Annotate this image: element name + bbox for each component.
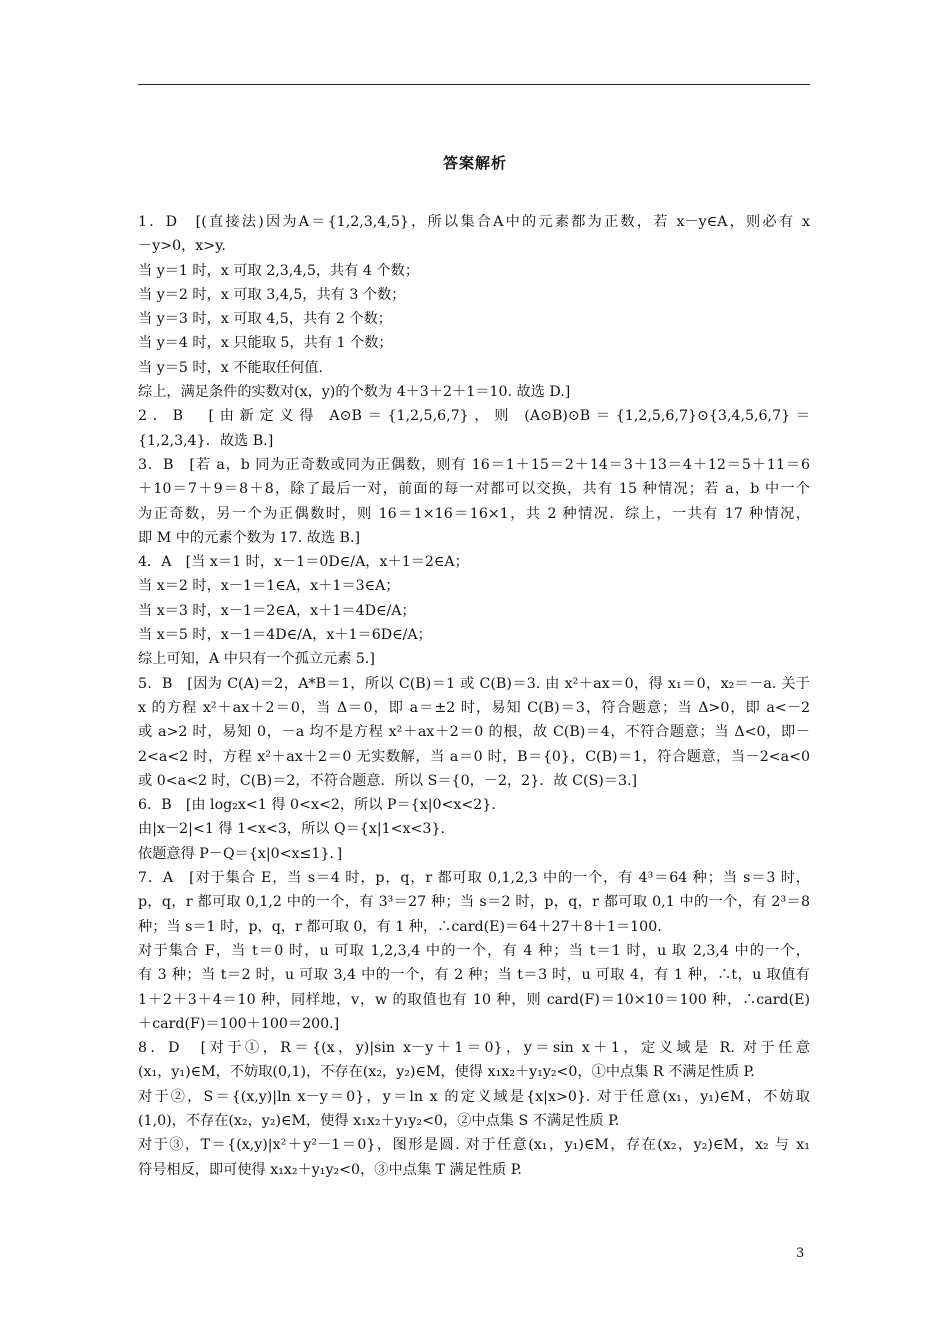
text-line: 由|x－2|<1 得 1<x<3，所以 Q＝{x|1<x<3}.	[138, 821, 445, 838]
text-line: 当 y＝2 时，x 可取 3,4,5，共有 3 个数；	[138, 286, 406, 303]
text-line: 对于集合 F，当 t＝0 时，u 可取 1,2,3,4 中的一个，有 4 种；当 t＝1 时，u 取 2,3,4 中的一个，	[138, 942, 810, 959]
text-line: 3．B [若 a，b 同为正奇数或同为正偶数，则有 16＝1＋15＝2＋14＝3＋13＝4＋12＝5＋11＝6	[138, 456, 810, 473]
text-line: 2．B [由新定义得 A⊙B＝{1,2,5,6,7}，则 (A⊙B)⊙B＝{1,2,5,6,7}⊙{3,4,5,6,7}＝	[138, 408, 810, 425]
header-rule	[138, 84, 810, 85]
text-line: 4．A [当 x＝1 时，x－1＝0D∈/A，x＋1＝2∈A；	[138, 554, 469, 571]
text-line: ＋card(F)＝100＋100＝200.]	[138, 1015, 340, 1032]
text-line: 7．A [对于集合 E，当 s＝4 时，p，q，r 都可取 0,1,2,3 中的一个，有 4³＝64 种；当 s＝3 时，	[138, 870, 810, 887]
text-line: (x₁，y₁)∈M，不妨取(0,1)，不存在(x₂，y₂)∈M，使得 x₁x₂＋y₁y₂<0，①中点集 R 不满足性质 P.	[138, 1064, 755, 1081]
text-line: 或 a>2 时，易知 0，－a 均不是方程 x²＋ax＋2＝0 的根，故 C(B)＝4，不符合题意；当 Δ<0，即－	[138, 724, 810, 741]
text-line: 为正奇数，另一个为正偶数时，则 16＝1×16＝16×1，共 2 种情况．综上，一共有 17 种情况，	[138, 505, 810, 522]
text-line: x 的方程 x²＋ax＋2＝0，当 Δ＝0，即 a＝±2 时，易知 C(B)＝3，符合题意；当 Δ>0，即 a<－2	[138, 699, 810, 716]
page-number: 3	[796, 1246, 805, 1261]
text-line: 当 x＝3 时，x－1＝2∈A，x＋1＝4D∈/A；	[138, 602, 416, 619]
text-line: 2<a<2 时，方程 x²＋ax＋2＝0 无实数解，当 a＝0 时，B＝{0}，C(B)＝1，符合题意，当－2<a<0	[138, 748, 810, 765]
answer-body	[138, 210, 810, 1182]
text-line: 6．B [由 log₂x<1 得 0<x<2，所以 P＝{x|0<x<2}.	[138, 797, 496, 814]
text-line: 有 3 种；当 t＝2 时，u 可取 3,4 中的一个，有 2 种；当 t＝3 时，u 可取 4，有 1 种，∴t，u 取值有	[138, 967, 810, 984]
text-line: －y>0，x>y.	[138, 238, 226, 255]
text-line: 综上，满足条件的实数对(x，y)的个数为 4＋3＋2＋1＝10. 故选 D.]	[138, 384, 571, 401]
text-line: 1．D [(直接法)因为A＝{1,2,3,4,5}，所以集合A中的元素都为正数，若 x－y∈A，则必有 x	[138, 214, 810, 230]
text-line: 当 y＝3 时，x 可取 4,5，共有 2 个数；	[138, 311, 392, 328]
text-line: 种；当 s＝1 时，p，q，r 都可取 0，有 1 种，∴card(E)＝64＋27＋8＋1＝100.	[138, 918, 662, 935]
text-line: 5．B [因为 C(A)＝2，A*B＝1，所以 C(B)＝1 或 C(B)＝3. 由 x²＋ax＝0，得 x₁＝0，x₂＝－a. 关于	[138, 675, 810, 692]
text-line: 当 x＝5 时，x－1＝4D∈/A，x＋1＝6D∈/A；	[138, 627, 432, 644]
text-line: 即 M 中的元素个数为 17. 故选 B.]	[138, 529, 360, 546]
text-line: 符号相反，即可使得 x₁x₂＋y₁y₂<0，③中点集 T 满足性质 P.	[138, 1161, 522, 1178]
text-line: 8．D [对于①，R＝{(x，y)|sin x－y＋1＝0}，y＝sin x＋1，定义域是 R. 对于任意	[138, 1040, 810, 1057]
text-line: 当 y＝5 时，x 不能取任何值.	[138, 359, 323, 376]
text-line: (1,0)，不存在(x₂，y₂)∈M，使得 x₁x₂＋y₁y₂<0，②中点集 S 不满足性质 P.	[138, 1112, 620, 1129]
text-line: 依题意得 P－Q＝{x|0<x≤1}．]	[138, 845, 343, 862]
text-line: 综上可知，A 中只有一个孤立元素 5.]	[138, 651, 375, 668]
text-line: 1＋2＋3＋4＝10 种，同样地，v，w 的取值也有 10 种，则 card(F)＝10×10＝100 种，∴card(E)	[138, 991, 810, 1008]
page-title: 答案解析	[442, 154, 507, 172]
text-line: 当 x＝2 时，x－1＝1∈A，x＋1＝3∈A；	[138, 578, 400, 595]
text-line: 或 0<a<2 时，C(B)＝2，不符合题意．所以 S＝{0，－2，2}．故 C(S)＝3.]	[138, 772, 638, 789]
text-line: 对于②，S＝{(x,y)|ln x－y＝0}，y＝ln x 的定义域是{x|x>0}. 对于任意(x₁，y₁)∈M，不妨取	[138, 1088, 810, 1105]
text-line: 对于③，T＝{(x,y)|x²＋y²－1＝0}，图形是圆. 对于任意(x₁，y₁)∈M，存在(x₂，y₂)∈M，x₂ 与 x₁	[138, 1137, 810, 1154]
text-line: ＋10＝7＋9＝8＋8，除了最后一对，前面的每一对都可以交换，共有 15 种情况；若 a，b 中一个	[138, 481, 810, 498]
text-line: p，q，r 都可取 0,1,2 中的一个，有 3³＝27 种；当 s＝2 时，p，q，r 都可取 0,1 中的一个，有 2³＝8	[138, 894, 810, 911]
text-line: {1,2,3,4}．故选 B.]	[138, 432, 274, 449]
text-line: 当 y＝1 时，x 可取 2,3,4,5，共有 4 个数；	[138, 262, 420, 279]
text-line: 当 y＝4 时，x 只能取 5，共有 1 个数；	[138, 335, 393, 352]
